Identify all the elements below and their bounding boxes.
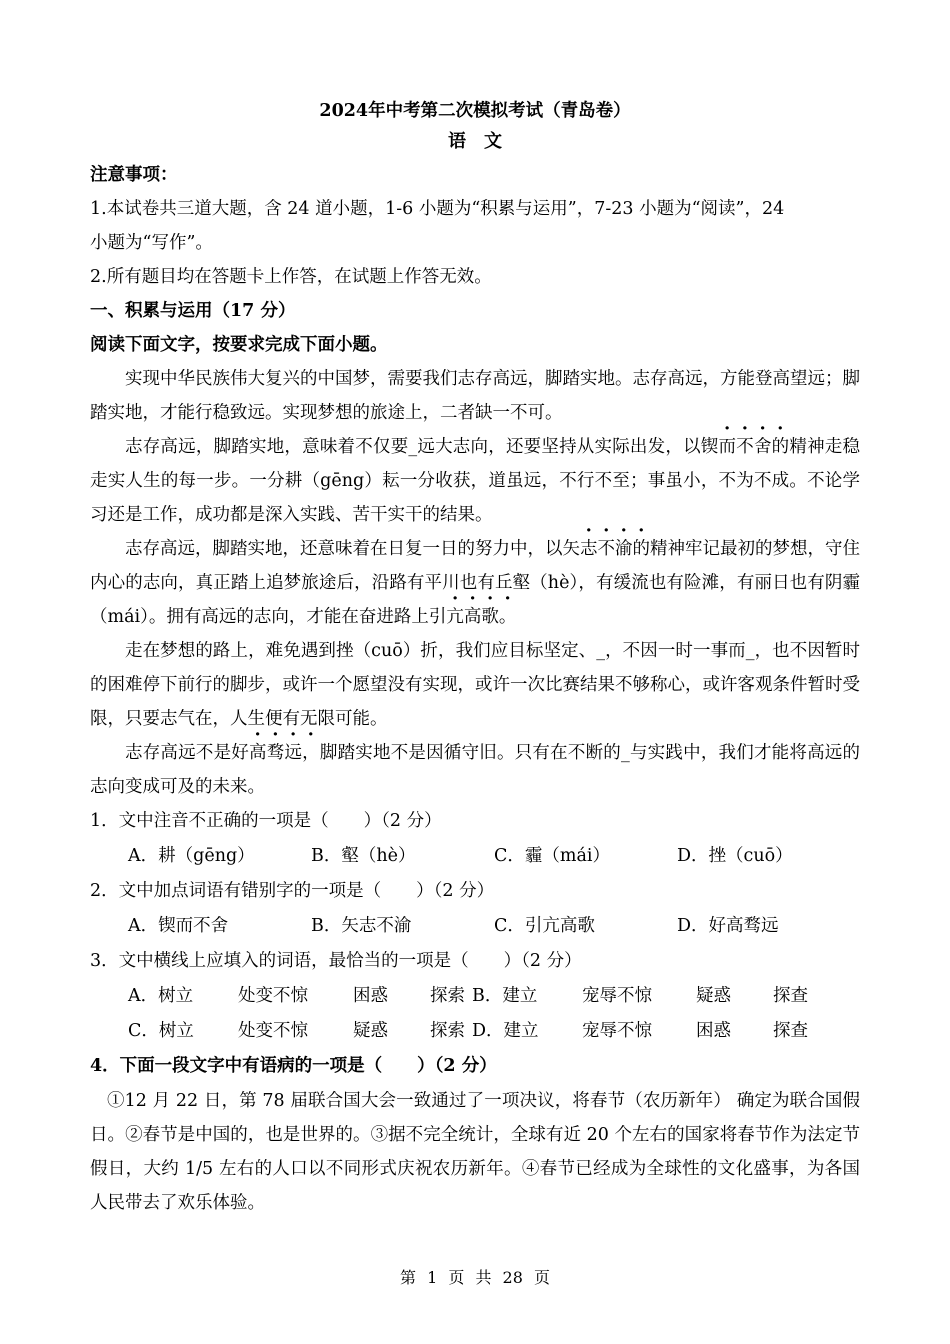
question-1-option-d: D．挫（cuō） bbox=[677, 846, 793, 866]
question-1-option-b: B．壑（hè） bbox=[311, 846, 416, 866]
emphasis-dot-char: 舍 bbox=[753, 437, 772, 457]
emphasis-dot-char: 不 bbox=[597, 539, 615, 559]
q3-option-b-word-2: 宠辱不惊 bbox=[582, 986, 652, 1006]
dotted-word-yin-kang-gao-ge bbox=[429, 607, 499, 627]
q3-option-c-word-3: 疑惑 bbox=[353, 1021, 388, 1041]
paragraph-3-text-a: 志存高远，脚踏实地，还意味着在日复一日的努力中，以 bbox=[125, 539, 563, 559]
emphasis-dot-char: 好 bbox=[231, 743, 249, 763]
paragraph-2-text-a: 志存高远，脚踏实地，意味着不仅要_远大志向，还要坚持从实际出发，以 bbox=[125, 437, 701, 457]
q3-option-d-word-4: 探查 bbox=[773, 1021, 808, 1041]
question-2-option-d: D．好高骛远 bbox=[677, 916, 779, 936]
passage-paragraph-5 bbox=[90, 736, 860, 804]
question-3-options-row-ab bbox=[90, 979, 860, 1014]
emphasis-dot-char: 志 bbox=[580, 539, 598, 559]
passage-paragraph-1: 实现中华民族伟大复兴的中国梦，需要我们志存高远，脚踏实地。志存高远，方能登高望远；脚踏实地，才能行稳致远。实现梦想的旅途上，二者缺一不可。 bbox=[90, 369, 860, 423]
question-2-option-c: C．引亢高歌 bbox=[494, 916, 595, 936]
emphasis-dot-char: 引 bbox=[428, 607, 447, 627]
passage-paragraph-3 bbox=[90, 532, 860, 634]
exam-page bbox=[90, 96, 860, 1220]
emphasis-dot-char: 骛 bbox=[266, 743, 285, 763]
q3-option-c-word-4: 探索 bbox=[430, 1021, 465, 1041]
q3-option-d-word-1: D．建立 bbox=[472, 1021, 539, 1041]
emphasis-dot-char: 高 bbox=[249, 743, 267, 763]
question-1-option-c: C．霾（mái） bbox=[494, 846, 611, 866]
paragraph-5-text-a: 志存高远不是 bbox=[125, 743, 232, 763]
question-2-option-a: A．锲而不舍 bbox=[128, 916, 229, 936]
q3-option-c-word-2: 处变不惊 bbox=[238, 1021, 308, 1041]
question-3-stem: 3．文中横线上应填入的词语，最恰当的一项是（ ）（2 分） bbox=[90, 951, 582, 971]
passage-paragraph-4: 走在梦想的路上，难免遇到挫（cuō）折，我们应目标坚定、_，不因一时一事而_，也不因暂时的困难停下前行的脚步，或许一个愿望没有实现，或许一次比赛结果不够称心，或许客观条件暂时受限，只要志气在，人生便有无限可能。 bbox=[90, 641, 860, 729]
emphasis-dot-char: 不 bbox=[736, 437, 754, 457]
page-footer: 第 1 页 共 28 页 bbox=[400, 1268, 550, 1287]
q3-option-d-word-3: 困惑 bbox=[696, 1021, 731, 1041]
question-1-options bbox=[90, 839, 860, 874]
emphasis-dot-char: 高 bbox=[463, 607, 482, 627]
subject-title: 语文 bbox=[448, 131, 520, 152]
exam-title: 2024年中考第二次模拟考试（青岛卷） bbox=[319, 101, 631, 121]
question-3-options-row-cd bbox=[90, 1014, 860, 1049]
q3-option-b-word-1: B．建立 bbox=[472, 986, 538, 1006]
emphasis-dot-char: 亢 bbox=[446, 607, 464, 627]
paragraph-3-text-b: 的精神牢记最初的梦想，守住内心的志向，真正踏上追梦旅途后，沿路有平川也有丘壑（hè），有缓流也有险滩，有丽日也有阴霾（mái）。拥有高远的志向，才能在奋进路上 bbox=[90, 539, 860, 627]
section-1-heading: 一、积累与运用（17 分） bbox=[90, 301, 296, 321]
question-2-options bbox=[90, 909, 860, 944]
question-4-stem: 4．下面一段文字中有语病的一项是（ ）（2 分） bbox=[90, 1056, 497, 1076]
question-1-stem: 1．文中注音不正确的一项是（ ）（2 分） bbox=[90, 811, 442, 831]
paragraph-2-text-b: 的精神走稳走实人生的每一步。一分耕（gēng）耘一分收获，道虽远，不行不至；事虽小，不为不成。不论学习还是工作，成功都是深入实践、苦干实干的结果。 bbox=[90, 437, 861, 525]
notice-item-2: 2.所有题目均在答题卡上作答，在试题上作答无效。 bbox=[90, 267, 492, 287]
q3-option-b-word-4: 探查 bbox=[773, 986, 808, 1006]
emphasis-dot-char: 而 bbox=[718, 437, 737, 457]
paragraph-3-text-c: 。 bbox=[498, 607, 517, 627]
q3-option-d-word-2: 宠辱不惊 bbox=[582, 1021, 652, 1041]
q3-option-a-word-3: 困惑 bbox=[353, 986, 388, 1006]
emphasis-dot-char: 矢 bbox=[562, 539, 580, 559]
emphasis-dot-char: 歌 bbox=[481, 607, 499, 627]
q3-option-a-word-1: A．树立 bbox=[128, 986, 194, 1006]
q3-option-a-word-4: 探索 bbox=[430, 986, 465, 1006]
emphasis-dot-char: 锲 bbox=[700, 437, 719, 457]
q3-option-c-word-1: C．树立 bbox=[128, 1021, 194, 1041]
q3-option-b-word-3: 疑惑 bbox=[696, 986, 731, 1006]
dotted-word-shi-zhi-bu-yu bbox=[563, 539, 633, 559]
emphasis-dot-char: 渝 bbox=[615, 539, 633, 559]
notice-item-1-line-2: 小题为“写作”。 bbox=[90, 233, 213, 253]
question-4-text: ①12 月 22 日，第 78 届联合国大会一致通过了一项决议，将春节（农历新年） 确定为联合国假日。②春节是中国的，也是世界的。③据不完全统计，全球有近 20 个左右的国家将春节作为法定节假日，大约 1/5 左右的人口以不同形式庆祝农历新年。④春节已经成为全球性的文化盛事，为各国人民带去了欢乐体验。 bbox=[90, 1091, 860, 1213]
dotted-word-hao-gao-wu-yuan bbox=[231, 743, 302, 763]
emphasis-dot-char: 远 bbox=[284, 743, 303, 763]
passage-paragraph-2 bbox=[90, 430, 860, 532]
dotted-word-qie-er-bu-she bbox=[701, 437, 772, 457]
section-1-instruction: 阅读下面文字，按要求完成下面小题。 bbox=[90, 335, 388, 355]
question-2-stem: 2．文中加点词语有错别字的一项是（ ）（2 分） bbox=[90, 881, 495, 901]
question-1-option-a: A．耕（gēng） bbox=[128, 846, 255, 866]
notice-heading: 注意事项： bbox=[90, 165, 178, 185]
question-2-option-b: B．矢志不渝 bbox=[311, 916, 412, 936]
q3-option-a-word-2: 处变不惊 bbox=[238, 986, 308, 1006]
notice-item-1-line-1: 1.本试卷共三道大题，含 24 道小题，1-6 小题为“积累与运用”，7-23 小题为“阅读”，24 bbox=[90, 199, 785, 219]
paragraph-5-text-b: ，脚踏实地不是因循守旧。只有在不断的_与实践中，我们才能将高远的志向变成可及的未来。 bbox=[90, 743, 861, 797]
